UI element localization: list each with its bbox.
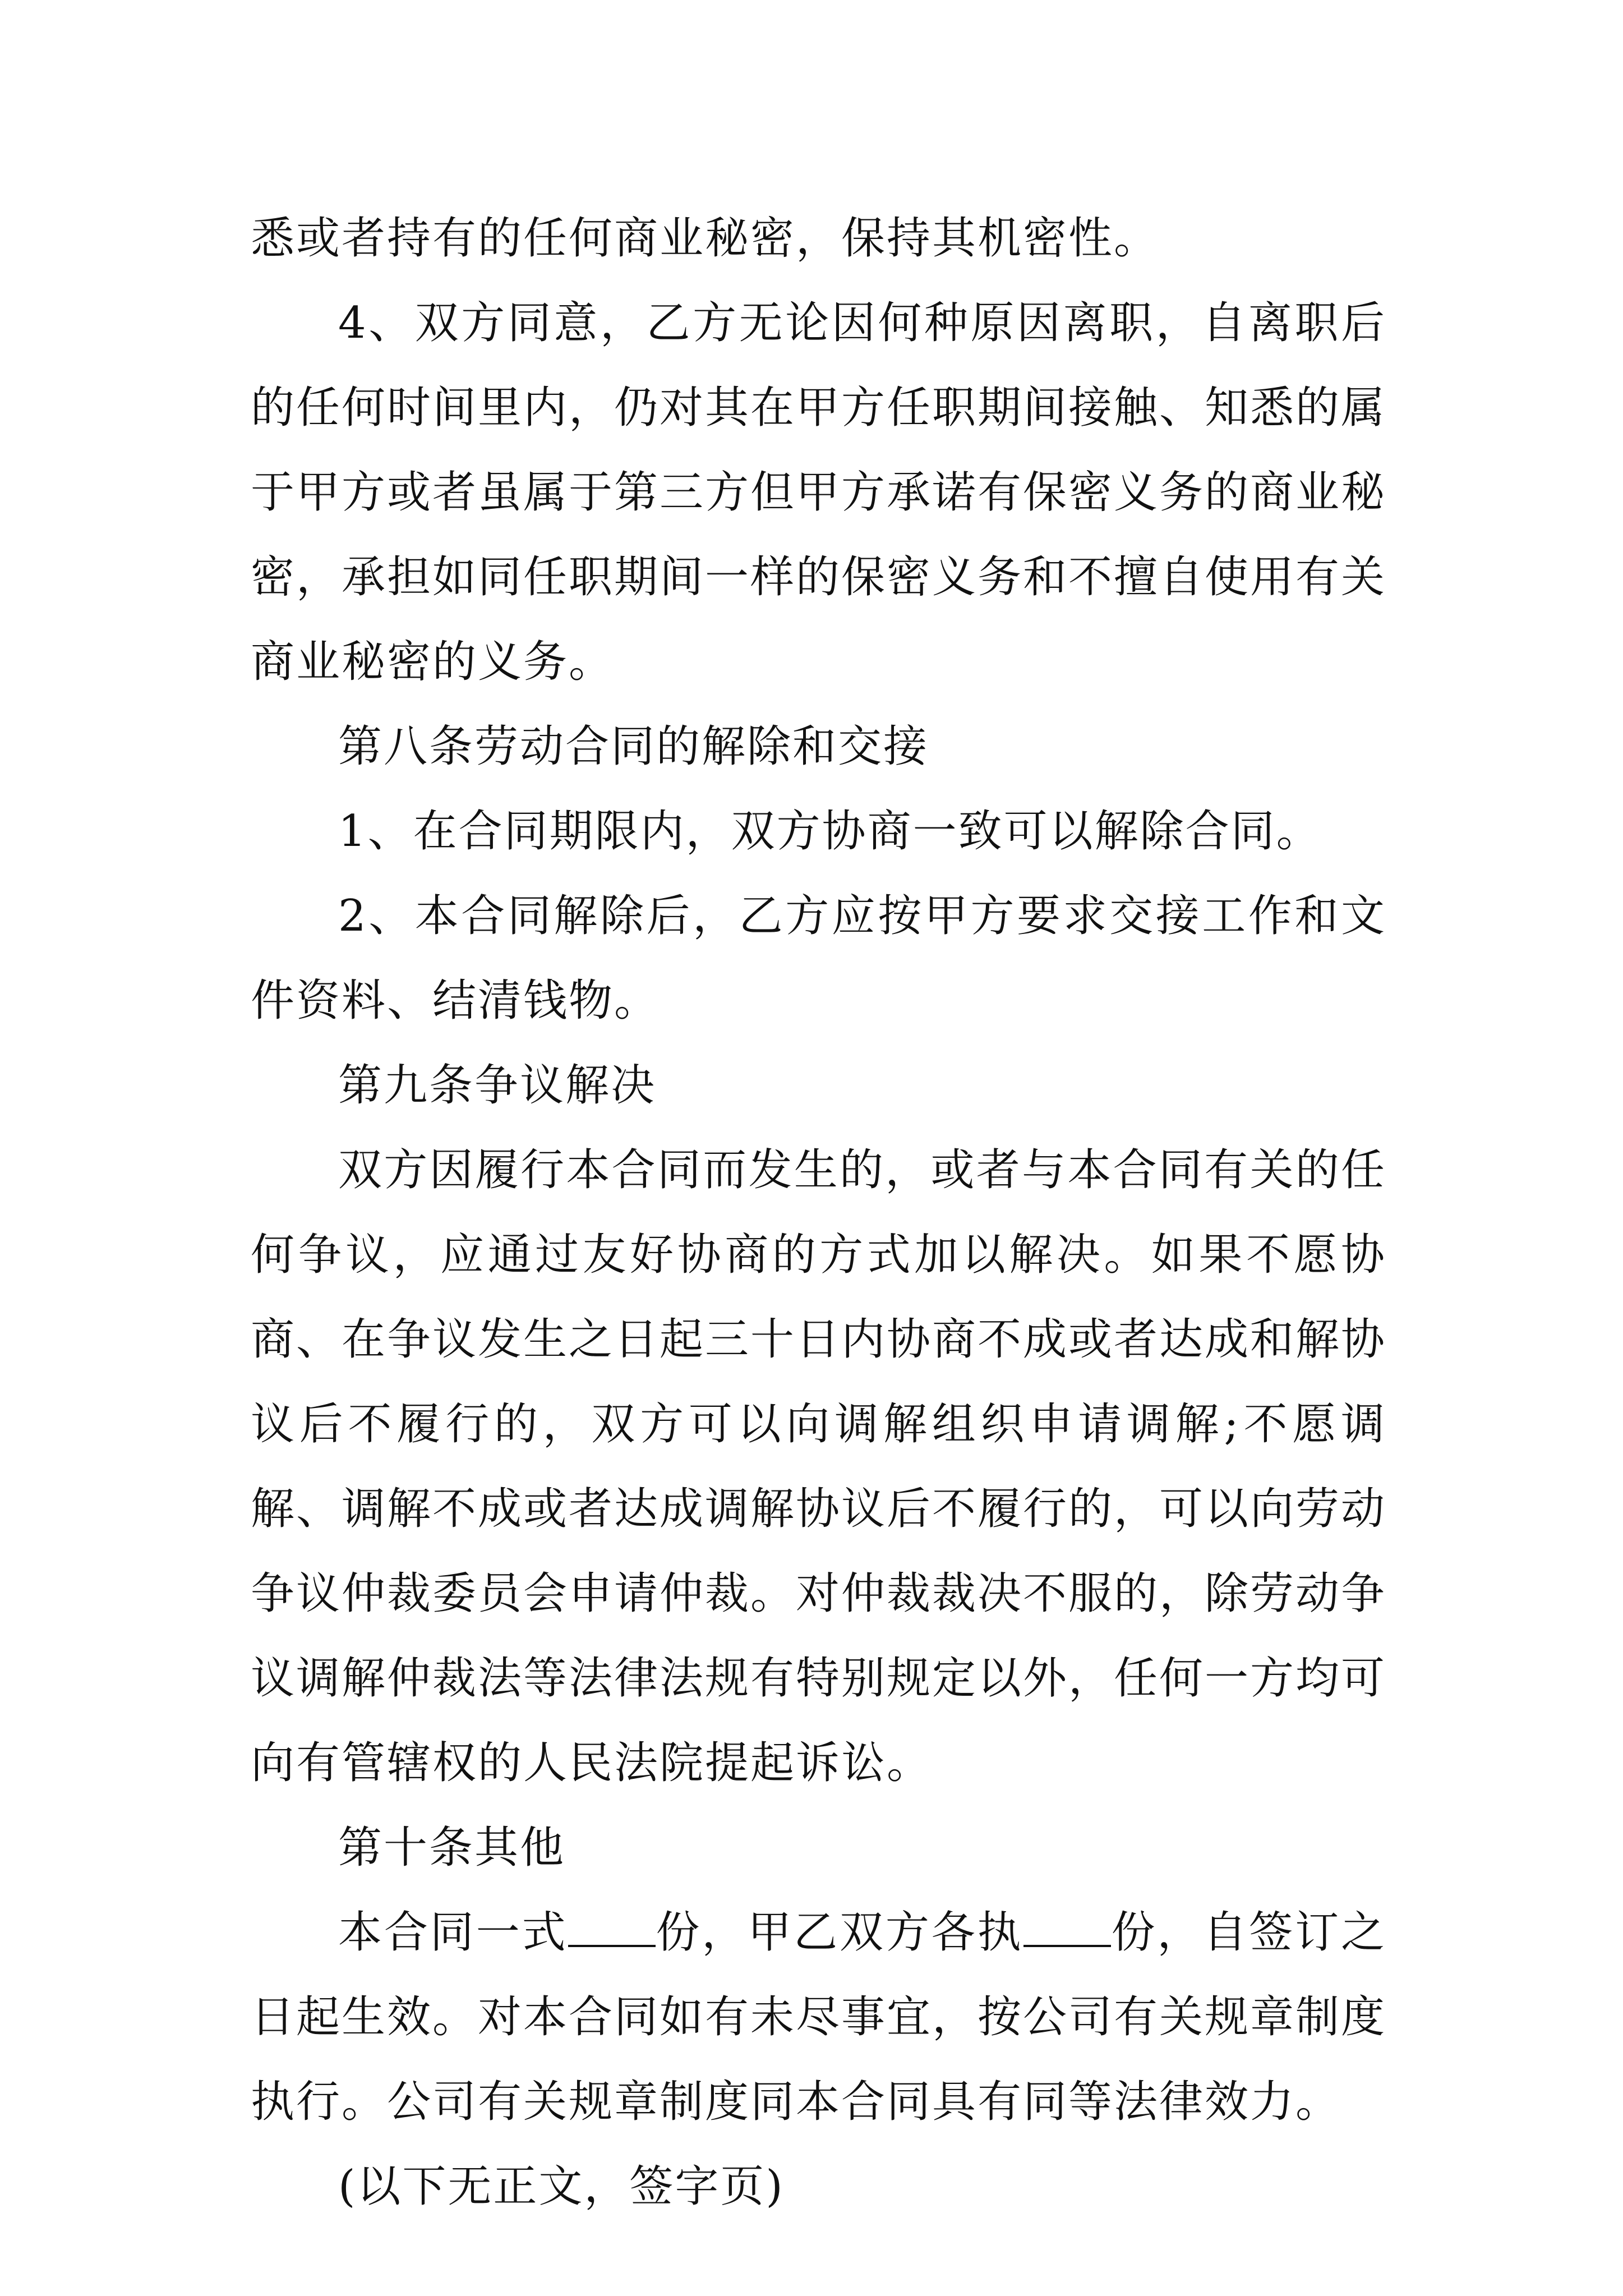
article-10-text-1: 本合同一式: [338, 1907, 568, 1958]
paragraph-confidentiality-end: 悉或者持有的任何商业秘密，保持其机密性。: [251, 213, 1160, 264]
closing-note: (以下无正文，签字页): [338, 2161, 785, 2212]
paragraph-post-employment-secrecy: 4、双方同意，乙方无论因何种原因离职，自离职后的任何时间里内，仍对其在甲方任职期间接触、知悉的属于甲方或者虽属于第三方但甲方承诺有保密义务的商业秘密，承担如同任职期间一样的保密义务和不擅自使用有关商业秘密的义务。: [251, 298, 1387, 687]
document-body: [251, 196, 1386, 2229]
copies-each-blank: [1023, 1906, 1111, 1947]
copies-total-blank: [568, 1906, 656, 1947]
article-9-heading: 第九条争议解决: [338, 1060, 657, 1111]
article-10-text-3: 份，自签订之日起生效。对本合同如有未尽事宜，按公司有关规章制度执行。公司有关规章制度同本合同具有同等法律效力。: [251, 1907, 1387, 2127]
article-8-item-2: 2、本合同解除后，乙方应按甲方要求交接工作和文件资料、结清钱物。: [251, 891, 1386, 1026]
article-10-heading: 第十条其他: [338, 1823, 566, 1873]
article-8-item-1: 1、在合同期限内，双方协商一致可以解除合同。: [338, 806, 1322, 857]
article-9-body: 双方因履行本合同而发生的，或者与本合同有关的任何争议，应通过友好协商的方式加以解决。如果不愿协商、在争议发生之日起三十日内协商不成或者达成和解协议后不履行的，双方可以向调解组织申请调解;不愿调解、调解不成或者达成调解协议后不履行的，可以向劳动争议仲裁委员会申请仲裁。对仲裁裁决不服的，除劳动争议调解仲裁法等法律法规有特别规定以外，任何一方均可向有管辖权的人民法院提起诉讼。: [251, 1145, 1387, 1788]
article-10-text-2: 份，甲乙双方各执: [655, 1907, 1023, 1958]
article-8-heading: 第八条劳动合同的解除和交接: [338, 721, 929, 772]
article-10-body: [251, 1890, 1386, 2145]
